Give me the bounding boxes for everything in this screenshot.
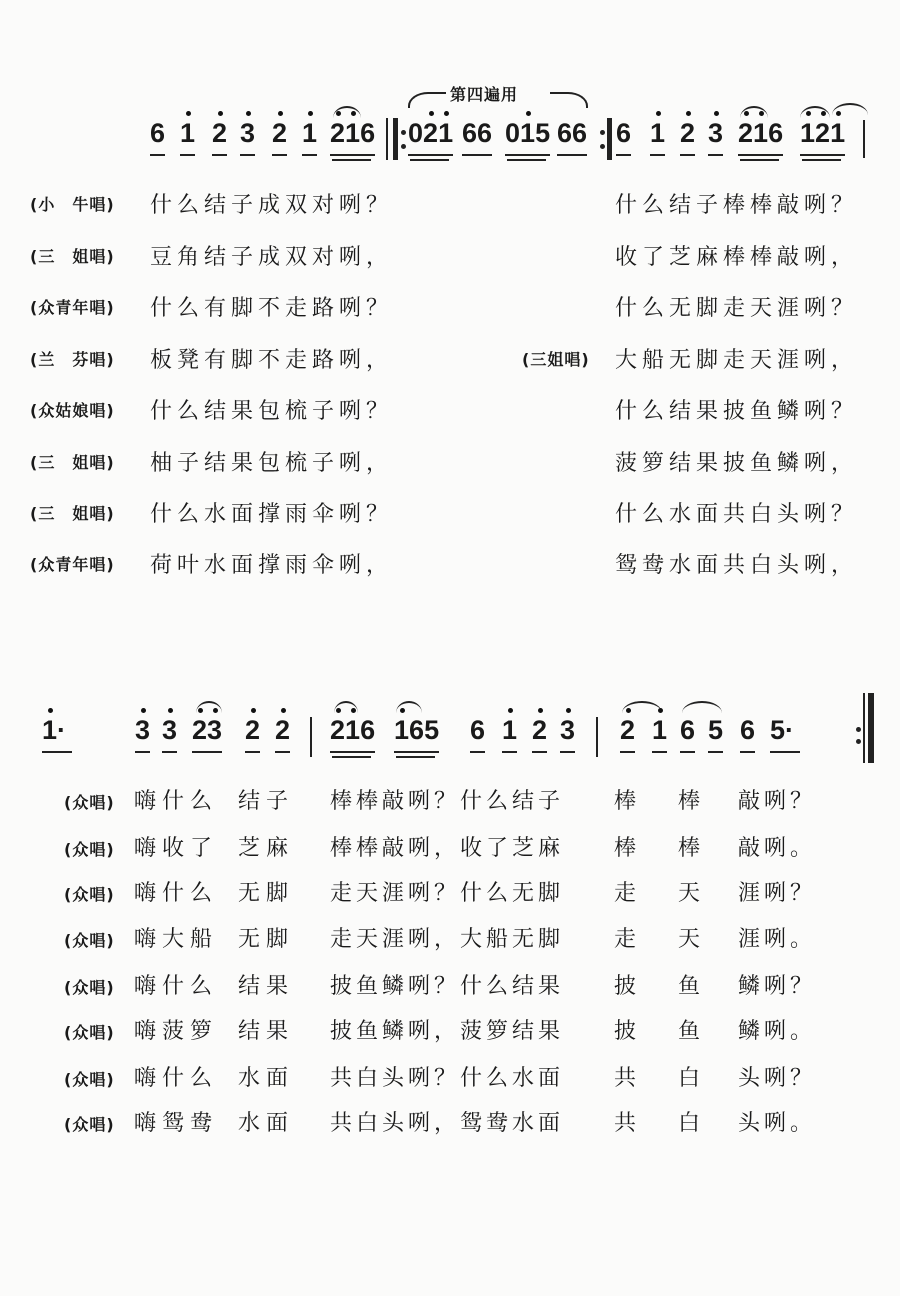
- underline-beam: [272, 154, 287, 156]
- lyric-left: 什么结子成双对咧？: [150, 193, 394, 218]
- jianpu-note: [240, 118, 255, 149]
- lyric-segment: 嗨什么: [134, 789, 219, 814]
- underline-beam: [470, 751, 485, 753]
- lyric-segment: 头咧？: [738, 1066, 817, 1091]
- lyric-segment: 棒: [614, 789, 637, 814]
- jianpu-note: [150, 118, 165, 149]
- jianpu-note: [330, 715, 375, 746]
- barline: [607, 118, 612, 160]
- lyric-segment: 无脚: [238, 881, 295, 906]
- lyric-segment: 披鱼鳞咧，菠箩结果: [330, 1019, 565, 1044]
- note-digit: 2: [272, 118, 288, 148]
- notation-line-2: [0, 715, 900, 765]
- note-digit: 1: [650, 118, 666, 148]
- singer-label: (众唱): [64, 885, 115, 904]
- jianpu-note: [162, 715, 177, 746]
- jianpu-note: [800, 118, 845, 149]
- note-digit: 1: [502, 715, 518, 745]
- underline-beam: [212, 154, 227, 156]
- underline-beam: [42, 751, 72, 753]
- lyric-left: 荷叶水面撑雨伞咧，: [150, 553, 394, 578]
- lyric-segment: 共白头咧？什么水面: [330, 1066, 565, 1091]
- jianpu-note: [650, 118, 665, 149]
- underline-beam: [738, 154, 783, 156]
- note-digit: 3: [207, 715, 223, 745]
- barline: [310, 717, 312, 757]
- note-digit: 3: [560, 715, 576, 745]
- lyric-segment: 敲咧？: [738, 789, 817, 814]
- jianpu-note: [560, 715, 575, 746]
- underline-beam: [650, 154, 665, 156]
- lyric-segment: 嗨收了: [134, 836, 219, 861]
- underline-beam: [135, 751, 150, 753]
- note-digit: ·: [57, 715, 67, 745]
- underline-beam: [192, 751, 222, 753]
- jianpu-note: [245, 715, 260, 746]
- underline-beam-double: [332, 756, 371, 758]
- repeat-dot: [401, 144, 406, 149]
- underline-beam: [462, 154, 492, 156]
- jianpu-note: [135, 715, 150, 746]
- jianpu-note: [192, 715, 222, 746]
- underline-beam: [408, 154, 453, 156]
- lyric-left: 什么水面撑雨伞咧？: [150, 502, 394, 527]
- note-digit: 6: [360, 715, 376, 745]
- note-digit: 6: [150, 118, 166, 148]
- underline-beam: [150, 154, 165, 156]
- underline-beam: [302, 154, 317, 156]
- note-digit: 0: [408, 118, 424, 148]
- lyric-right: 收了芝麻棒棒敲咧，: [615, 245, 859, 270]
- note-digit: 1: [42, 715, 58, 745]
- lyric-segment: 棒棒敲咧？什么结子: [330, 789, 565, 814]
- lyric-segment: 鳞咧？: [738, 974, 817, 999]
- lyric-segment: 走天涯咧，大船无脚: [330, 927, 565, 952]
- volta-bracket-left: [408, 92, 446, 108]
- lyric-segment: 水面: [238, 1111, 295, 1136]
- underline-beam: [740, 751, 755, 753]
- underline-beam: [708, 751, 723, 753]
- lyric-segment: 嗨大船: [134, 927, 219, 952]
- note-digit: 6: [740, 715, 756, 745]
- underline-beam-double: [410, 159, 449, 161]
- lyric-segment: 棒: [614, 836, 637, 861]
- jianpu-note: [394, 715, 439, 746]
- note-digit: 2: [212, 118, 228, 148]
- lyric-segment: 披鱼鳞咧？什么结果: [330, 974, 565, 999]
- note-digit: 2: [532, 715, 548, 745]
- singer-label: (众唱): [64, 978, 115, 997]
- lyric-segment: 涯咧。: [738, 927, 817, 952]
- note-digit: 3: [240, 118, 256, 148]
- note-digit: 1: [800, 118, 816, 148]
- underline-beam-double: [740, 159, 779, 161]
- note-digit: 2: [192, 715, 208, 745]
- jianpu-note: [505, 118, 550, 149]
- lyric-segment: 鳞咧。: [738, 1019, 817, 1044]
- lyric-segment: 披: [614, 1019, 637, 1044]
- barline: [386, 118, 388, 160]
- lyric-right: 大船无脚走天涯咧，: [615, 348, 859, 373]
- singer-label: (众唱): [64, 840, 115, 859]
- lyric-segment: 嗨什么: [134, 881, 219, 906]
- singer-label: (众姑娘唱): [30, 401, 115, 420]
- singer-label: (众青年唱): [30, 298, 115, 317]
- jianpu-note: [462, 118, 492, 149]
- jianpu-note: [620, 715, 635, 746]
- note-digit: 1: [345, 715, 361, 745]
- underline-beam: [560, 751, 575, 753]
- underline-beam: [162, 751, 177, 753]
- jianpu-note: [302, 118, 317, 149]
- lyric-left: 柚子结果包梳子咧，: [150, 451, 394, 476]
- lyric-right: 什么结果披鱼鳞咧？: [615, 399, 859, 424]
- lyric-segment: 鱼: [678, 1019, 701, 1044]
- lyric-segment: 嗨菠箩: [134, 1019, 219, 1044]
- lyric-left: 什么有脚不走路咧？: [150, 296, 394, 321]
- note-digit: 5: [535, 118, 551, 148]
- singer-label: (众青年唱): [30, 555, 115, 574]
- repeat-dot: [600, 130, 605, 135]
- underline-beam: [240, 154, 255, 156]
- singer-label: (众唱): [64, 931, 115, 950]
- note-digit: 1: [652, 715, 668, 745]
- lyric-segment: 走: [614, 881, 637, 906]
- lyric-segment: 白: [678, 1111, 701, 1136]
- note-digit: 2: [245, 715, 261, 745]
- jianpu-note: [557, 118, 587, 149]
- jianpu-note: [42, 715, 66, 746]
- singer-label: (众唱): [64, 793, 115, 812]
- jianpu-note: [652, 715, 667, 746]
- lyric-segment: 无脚: [238, 927, 295, 952]
- singer-label: (兰 芬唱): [30, 350, 115, 369]
- jianpu-note: [708, 118, 723, 149]
- lyric-right: 鸳鸯水面共白头咧，: [615, 553, 859, 578]
- lyric-segment: 敲咧。: [738, 836, 817, 861]
- barline: [863, 120, 865, 158]
- volta-label-fourth-time: [408, 82, 588, 104]
- jianpu-note: [275, 715, 290, 746]
- barline: [596, 717, 598, 757]
- barline: [863, 693, 865, 763]
- note-digit: 6: [360, 118, 376, 148]
- lyric-right: 什么水面共白头咧？: [615, 502, 859, 527]
- jianpu-note: [330, 118, 375, 149]
- note-digit: 6: [680, 715, 696, 745]
- lyric-segment: 天: [678, 927, 701, 952]
- lyric-segment: 棒: [678, 789, 701, 814]
- singer-label: (小 牛唱): [30, 195, 115, 214]
- lyric-segment: 共白头咧，鸳鸯水面: [330, 1111, 565, 1136]
- underline-beam: [652, 751, 667, 753]
- underline-beam: [680, 751, 695, 753]
- underline-beam-double: [396, 756, 435, 758]
- lyric-left: 豆角结子成双对咧，: [150, 245, 394, 270]
- underline-beam-double: [332, 159, 371, 161]
- note-digit: 1: [180, 118, 196, 148]
- repeat-dot: [401, 130, 406, 135]
- singer-label: (三 姐唱): [30, 504, 115, 523]
- singer-label: (众唱): [64, 1070, 115, 1089]
- lyric-left: 板凳有脚不走路咧，: [150, 348, 394, 373]
- note-digit: 3: [162, 715, 178, 745]
- note-digit: 5: [424, 715, 440, 745]
- underline-beam: [245, 751, 260, 753]
- underline-beam: [708, 154, 723, 156]
- note-digit: 1: [520, 118, 536, 148]
- note-digit: 3: [708, 118, 724, 148]
- underline-beam: [770, 751, 800, 753]
- note-digit: 2: [620, 715, 636, 745]
- jianpu-note: [616, 118, 631, 149]
- note-digit: 2: [275, 715, 291, 745]
- jianpu-note: [680, 118, 695, 149]
- underline-beam: [275, 751, 290, 753]
- note-digit: 3: [135, 715, 151, 745]
- note-digit: 5: [708, 715, 724, 745]
- final-barline: [868, 693, 874, 763]
- volta-bracket-right: [550, 92, 588, 108]
- note-digit: 1: [302, 118, 318, 148]
- note-digit: 2: [738, 118, 754, 148]
- jianpu-note: [532, 715, 547, 746]
- note-digit: 6: [572, 118, 588, 148]
- lyric-segment: 共: [614, 1066, 637, 1091]
- lyric-segment: 走天涯咧？什么无脚: [330, 881, 565, 906]
- jianpu-note: [408, 118, 453, 149]
- singer-label: (三姐唱): [522, 350, 590, 369]
- singer-label: (三 姐唱): [30, 247, 115, 266]
- underline-beam-double: [802, 159, 841, 161]
- note-digit: 1: [438, 118, 454, 148]
- note-digit: 2: [423, 118, 439, 148]
- lyric-segment: 水面: [238, 1066, 295, 1091]
- lyric-segment: 白: [678, 1066, 701, 1091]
- underline-beam: [330, 751, 375, 753]
- underline-beam: [616, 154, 631, 156]
- lyric-segment: 嗨什么: [134, 974, 219, 999]
- underline-beam: [330, 154, 375, 156]
- lyric-segment: 共: [614, 1111, 637, 1136]
- underline-beam: [800, 154, 845, 156]
- note-digit: 6: [462, 118, 478, 148]
- lyric-segment: 涯咧？: [738, 881, 817, 906]
- note-digit: 2: [680, 118, 696, 148]
- jianpu-note: [272, 118, 287, 149]
- underline-beam: [532, 751, 547, 753]
- note-digit: 6: [477, 118, 493, 148]
- jianpu-note: [740, 715, 755, 746]
- lyric-segment: 走: [614, 927, 637, 952]
- underline-beam: [680, 154, 695, 156]
- underline-beam: [394, 751, 439, 753]
- underline-beam-double: [507, 159, 546, 161]
- note-digit: 1: [753, 118, 769, 148]
- barline: [393, 118, 398, 160]
- singer-label: (众唱): [64, 1115, 115, 1134]
- note-digit: 1: [830, 118, 846, 148]
- underline-beam: [180, 154, 195, 156]
- lyric-segment: 棒棒敲咧，收了芝麻: [330, 836, 565, 861]
- jianpu-note: [680, 715, 695, 746]
- jianpu-note: [708, 715, 723, 746]
- lyric-segment: 天: [678, 881, 701, 906]
- singer-label: (三 姐唱): [30, 453, 115, 472]
- jianpu-note: [502, 715, 517, 746]
- lyric-segment: 棒: [678, 836, 701, 861]
- lyric-segment: 结果: [238, 974, 295, 999]
- lyric-segment: 鱼: [678, 974, 701, 999]
- underline-beam: [502, 751, 517, 753]
- lyric-segment: 结果: [238, 1019, 295, 1044]
- underline-beam: [620, 751, 635, 753]
- lyric-segment: 嗨鸳鸯: [134, 1111, 219, 1136]
- slur: [682, 701, 722, 713]
- repeat-dot: [856, 739, 861, 744]
- jianpu-note: [738, 118, 783, 149]
- lyric-right: 菠箩结果披鱼鳞咧，: [615, 451, 859, 476]
- note-digit: 6: [768, 118, 784, 148]
- jianpu-note: [212, 118, 227, 149]
- note-digit: 6: [557, 118, 573, 148]
- underline-beam: [505, 154, 550, 156]
- repeat-dot: [856, 727, 861, 732]
- jianpu-note: [180, 118, 195, 149]
- note-digit: 0: [505, 118, 521, 148]
- lyric-segment: 芝麻: [238, 836, 295, 861]
- lyric-segment: 披: [614, 974, 637, 999]
- lyric-right: 什么结子棒棒敲咧？: [615, 193, 859, 218]
- note-digit: 2: [815, 118, 831, 148]
- note-digit: 2: [330, 118, 346, 148]
- jianpu-note: [470, 715, 485, 746]
- note-digit: 6: [409, 715, 425, 745]
- jianpu-note: [770, 715, 794, 746]
- volta-text: 第四遍用: [450, 85, 519, 104]
- lyric-right: 什么无脚走天涯咧？: [615, 296, 859, 321]
- lyric-segment: 结子: [238, 789, 295, 814]
- notation-line-1: [0, 118, 900, 168]
- note-digit: 1: [345, 118, 361, 148]
- underline-beam: [557, 154, 587, 156]
- repeat-dot: [600, 144, 605, 149]
- singer-label: (众唱): [64, 1023, 115, 1042]
- note-digit: ·: [785, 715, 795, 745]
- note-digit: 6: [470, 715, 486, 745]
- lyric-segment: 嗨什么: [134, 1066, 219, 1091]
- note-digit: 1: [394, 715, 410, 745]
- note-digit: 2: [330, 715, 346, 745]
- note-digit: 6: [616, 118, 632, 148]
- note-digit: 5: [770, 715, 786, 745]
- lyric-segment: 头咧。: [738, 1111, 817, 1136]
- lyric-left: 什么结果包梳子咧？: [150, 399, 394, 424]
